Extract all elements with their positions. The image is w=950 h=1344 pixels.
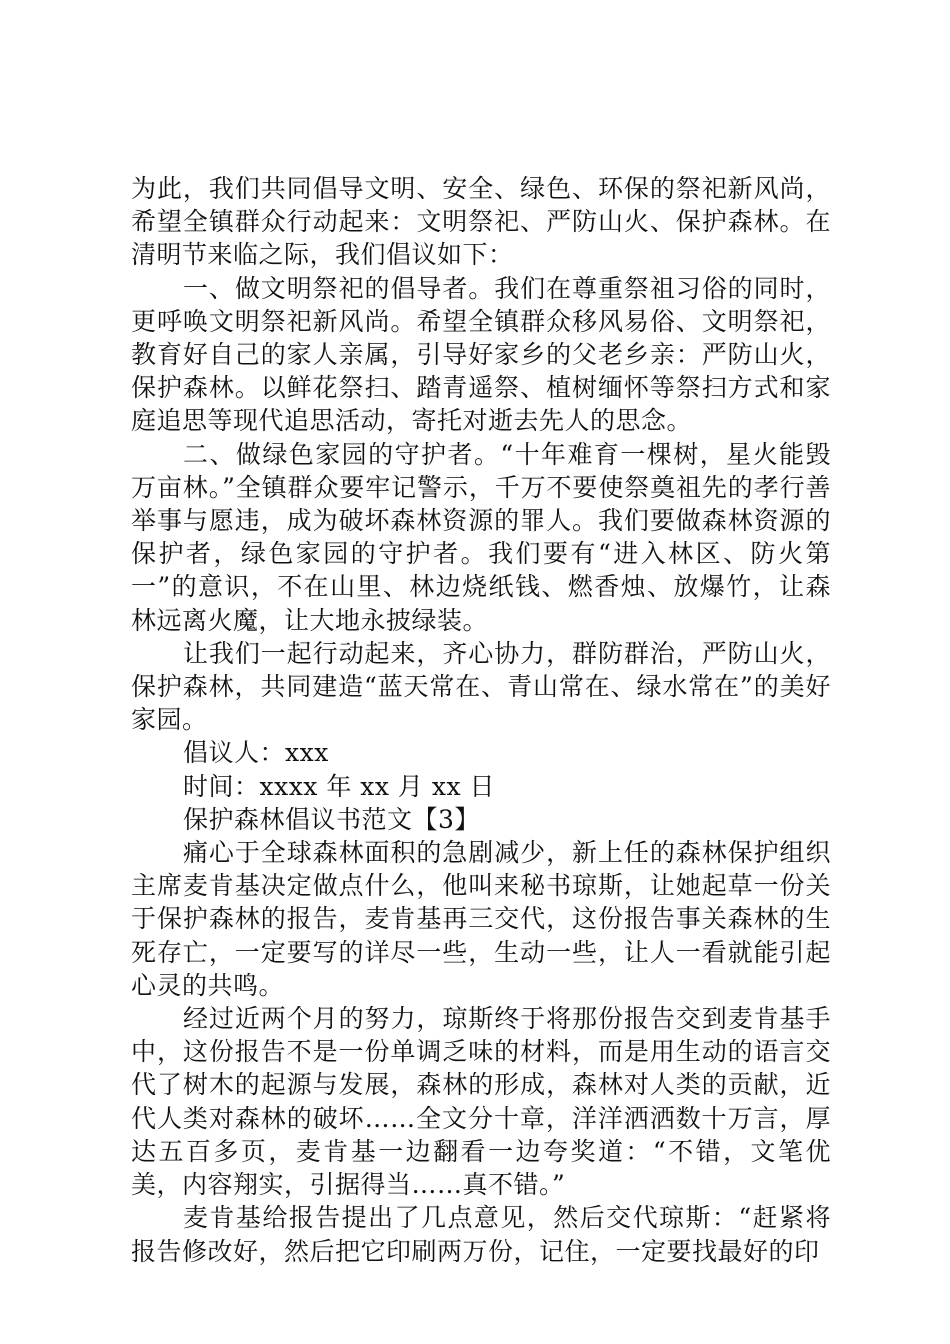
paragraph-call-to-action: 让我们一起行动起来，齐心协力，群防群治，严防山火，保护森林，共同建造“蓝天常在、青山常在、绿水常在”的美好家园。: [131, 638, 831, 735]
date-line: 时间：xxxx 年 xx 月 xx 日: [183, 771, 496, 801]
paragraph-intro: 为此，我们共同倡导文明、安全、绿色、环保的祭祀新风尚，希望全镇群众行动起来：文明祭祀、严防山火、保护森林。在清明节来临之际，我们倡议如下：: [131, 174, 831, 270]
paragraph-story-one: 痛心于全球森林面积的急剧减少，新上任的森林保护组织主席麦肯基决定做点什么，他叫来秘书琼斯，让她起草一份关于保护森林的报告，麦肯基再三交代，这份报告事关森林的生死存亡，一定要写的详尽一些，生动一些，让人一看就能引起心灵的共鸣。: [131, 838, 831, 1000]
paragraph-point-two: 二、做绿色家园的守护者。“十年难育一棵树，星火能毁万亩林。”全镇群众要牢记警示，千万不要使祭奠祖先的孝行善举事与愿违，成为破坏森林资源的罪人。我们要做森林资源的保护者，绿色家园的守护者。我们要有“进入林区、防火第一”的意识，不在山里、林边烧纸钱、燃香烛、放爆竹，让森林远离火魔，让大地永披绿装。: [131, 439, 831, 635]
paragraph-point-one: 一、做文明祭祀的倡导者。我们在尊重祭祖习俗的同时，更呼唤文明祭祀新风尚。希望全镇群众移风易俗、文明祭祀，教育好自己的家人亲属，引导好家乡的父老乡亲：严防山火，保护森林。以鲜花祭扫、踏青遥祭、植树缅怀等祭扫方式和家庭追思等现代追思活动，寄托对逝去先人的思念。: [131, 273, 831, 436]
signatory-line: 倡议人：xxx: [183, 738, 329, 768]
section-heading: 保护森林倡议书范文【3】: [183, 804, 480, 834]
paragraph-story-two: 经过近两个月的努力，琼斯终于将那份报告交到麦肯基手中，这份报告不是一份单调乏味的材料，而是用生动的语言交代了树木的起源与发展，森林的形成，森林对人类的贡献，近代人类对森林的破坏……全文分十章，洋洋洒洒数十万言，厚达五百多页，麦肯基一边翻看一边夸奖道：“不错，文笔优美，内容翔实，引据得当……真不错。”: [131, 1004, 831, 1200]
paragraph-story-three: 麦肯基给报告提出了几点意见，然后交代琼斯：“赶紧将报告修改好，然后把它印刷两万份，记住，一定要找最好的印: [131, 1203, 831, 1266]
document-body: [131, 172, 831, 1268]
